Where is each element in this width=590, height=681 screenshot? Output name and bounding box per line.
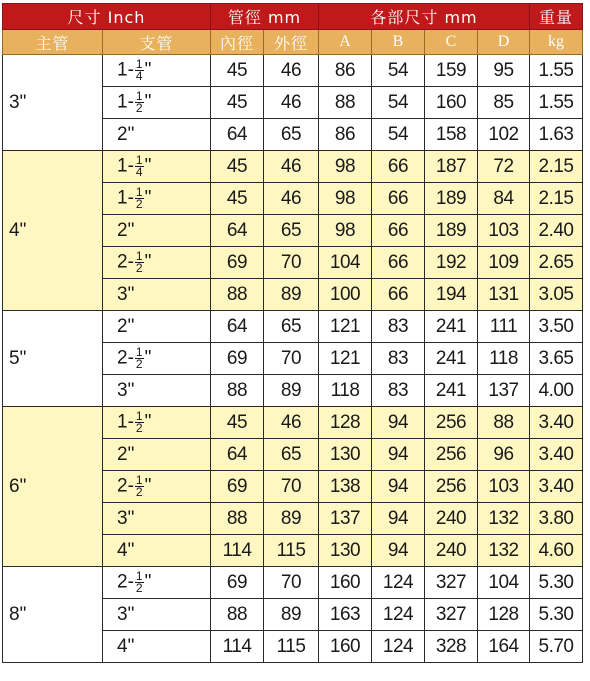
inner-diameter-cell: 64 <box>211 119 264 151</box>
inner-diameter-cell: 69 <box>211 247 264 279</box>
dim-b-cell: 83 <box>372 343 425 375</box>
weight-cell: 3.05 <box>530 279 583 311</box>
weight-header: 重量 <box>530 4 583 30</box>
main-pipe-cell: 5" <box>3 311 103 407</box>
weight-cell: 3.40 <box>530 407 583 439</box>
main-pipe-cell: 4" <box>3 151 103 311</box>
dim-c-cell: 241 <box>425 343 478 375</box>
dim-d-cell: 131 <box>478 279 530 311</box>
dim-d-cell: 95 <box>478 55 530 87</box>
dim-b-cell: 94 <box>372 471 425 503</box>
outer-diameter-cell: 65 <box>264 311 319 343</box>
inner-diameter-cell: 64 <box>211 215 264 247</box>
branch-suffix: " <box>144 347 152 369</box>
dim-b-cell: 66 <box>372 279 425 311</box>
dim-a-cell: 121 <box>319 311 372 343</box>
dim-d-cell: 102 <box>478 119 530 151</box>
dim-a-cell: 98 <box>319 183 372 215</box>
inner-diameter-cell: 45 <box>211 151 264 183</box>
branch-fraction <box>135 251 144 274</box>
fraction-denominator: 4 <box>135 69 143 83</box>
dim-c-cell: 240 <box>425 503 478 535</box>
dim-b-cell: 124 <box>372 567 425 599</box>
dim-d-cell: 118 <box>478 343 530 375</box>
branch-pipe-header: 支管 <box>103 30 211 55</box>
dim-b-cell: 83 <box>372 375 425 407</box>
inner-diameter-cell: 69 <box>211 343 264 375</box>
dim-d-cell: 132 <box>478 535 530 567</box>
header-row-sub <box>3 30 583 55</box>
outer-diameter-cell: 65 <box>264 215 319 247</box>
dim-b-cell: 124 <box>372 631 425 663</box>
branch-fraction <box>135 475 144 498</box>
fraction-numerator: 1 <box>135 409 143 423</box>
dim-c-cell: 160 <box>425 87 478 119</box>
dim-d-cell: 132 <box>478 503 530 535</box>
fraction-numerator: 1 <box>135 569 143 583</box>
dim-b-cell: 54 <box>372 119 425 151</box>
outer-diameter-cell: 65 <box>264 439 319 471</box>
branch-pipe-cell: 3" <box>103 279 211 311</box>
col-a-header: A <box>319 30 372 55</box>
inner-diameter-cell: 88 <box>211 375 264 407</box>
dim-b-cell: 83 <box>372 311 425 343</box>
dim-b-cell: 66 <box>372 215 425 247</box>
dim-b-cell: 94 <box>372 407 425 439</box>
outer-diameter-cell: 89 <box>264 279 319 311</box>
branch-pipe-cell <box>103 55 211 87</box>
dim-c-cell: 256 <box>425 471 478 503</box>
tee-dimension-table <box>2 3 583 663</box>
weight-cell: 1.63 <box>530 119 583 151</box>
dim-a-cell: 163 <box>319 599 372 631</box>
dim-a-cell: 86 <box>319 119 372 151</box>
inner-diameter-header: 內徑 <box>211 30 264 55</box>
dim-d-cell: 104 <box>478 567 530 599</box>
dim-a-cell: 118 <box>319 375 372 407</box>
branch-suffix: " <box>144 411 152 433</box>
inner-diameter-cell: 45 <box>211 183 264 215</box>
dim-a-cell: 160 <box>319 631 372 663</box>
branch-whole: 2- <box>117 571 134 593</box>
branch-suffix: " <box>144 475 152 497</box>
outer-diameter-cell: 46 <box>264 183 319 215</box>
weight-cell: 2.40 <box>530 215 583 247</box>
inner-diameter-cell: 64 <box>211 311 264 343</box>
dim-a-cell: 160 <box>319 567 372 599</box>
dim-b-cell: 124 <box>372 599 425 631</box>
dim-a-cell: 130 <box>319 439 372 471</box>
dim-d-cell: 84 <box>478 183 530 215</box>
outer-diameter-cell: 70 <box>264 247 319 279</box>
dimensions-header: 各部尺寸 mm <box>319 4 530 30</box>
branch-pipe-cell: 3" <box>103 503 211 535</box>
dim-d-cell: 88 <box>478 407 530 439</box>
weight-cell: 2.15 <box>530 151 583 183</box>
inner-diameter-cell: 64 <box>211 439 264 471</box>
branch-suffix: " <box>144 571 152 593</box>
dim-c-cell: 328 <box>425 631 478 663</box>
dim-a-cell: 100 <box>319 279 372 311</box>
weight-cell: 5.30 <box>530 567 583 599</box>
dim-d-cell: 85 <box>478 87 530 119</box>
pipe-diameter-header: 管徑 mm <box>211 4 319 30</box>
weight-cell: 5.30 <box>530 599 583 631</box>
dim-a-cell: 98 <box>319 215 372 247</box>
main-pipe-cell: 3" <box>3 55 103 151</box>
dim-c-cell: 241 <box>425 311 478 343</box>
size-inch-header: 尺寸 Inch <box>3 4 211 30</box>
outer-diameter-cell: 70 <box>264 471 319 503</box>
branch-pipe-cell <box>103 407 211 439</box>
branch-fraction <box>135 571 144 594</box>
branch-fraction <box>135 91 144 114</box>
dim-d-cell: 96 <box>478 439 530 471</box>
dim-b-cell: 54 <box>372 55 425 87</box>
dim-c-cell: 159 <box>425 55 478 87</box>
outer-diameter-cell: 70 <box>264 567 319 599</box>
inner-diameter-cell: 69 <box>211 471 264 503</box>
branch-whole: 1- <box>117 155 134 177</box>
inner-diameter-cell: 114 <box>211 631 264 663</box>
branch-suffix: " <box>144 59 152 81</box>
outer-diameter-cell: 46 <box>264 151 319 183</box>
weight-cell: 3.50 <box>530 311 583 343</box>
dim-b-cell: 94 <box>372 503 425 535</box>
table-row <box>3 567 583 599</box>
fraction-denominator: 2 <box>135 261 143 275</box>
branch-pipe-cell: 4" <box>103 631 211 663</box>
spec-table-container <box>2 3 583 663</box>
fraction-denominator: 2 <box>135 357 143 371</box>
dim-a-cell: 137 <box>319 503 372 535</box>
weight-cell: 1.55 <box>530 87 583 119</box>
dim-d-cell: 72 <box>478 151 530 183</box>
fraction-denominator: 2 <box>135 581 143 595</box>
outer-diameter-cell: 70 <box>264 343 319 375</box>
dim-c-cell: 158 <box>425 119 478 151</box>
branch-whole: 1- <box>117 59 134 81</box>
branch-whole: 2- <box>117 475 134 497</box>
table-row <box>3 311 583 343</box>
outer-diameter-cell: 65 <box>264 119 319 151</box>
dim-b-cell: 54 <box>372 87 425 119</box>
fraction-denominator: 2 <box>135 421 143 435</box>
branch-pipe-cell: 2" <box>103 215 211 247</box>
main-pipe-header: 主管 <box>3 30 103 55</box>
branch-pipe-cell <box>103 87 211 119</box>
dim-a-cell: 104 <box>319 247 372 279</box>
dim-d-cell: 128 <box>478 599 530 631</box>
weight-cell: 3.40 <box>530 439 583 471</box>
branch-pipe-cell <box>103 183 211 215</box>
outer-diameter-cell: 46 <box>264 407 319 439</box>
dim-b-cell: 66 <box>372 151 425 183</box>
weight-unit-header: kg <box>530 30 583 55</box>
branch-fraction <box>135 411 144 434</box>
branch-whole: 2- <box>117 251 134 273</box>
fraction-denominator: 4 <box>135 165 143 179</box>
inner-diameter-cell: 45 <box>211 87 264 119</box>
dim-b-cell: 66 <box>372 247 425 279</box>
branch-pipe-cell <box>103 151 211 183</box>
dim-c-cell: 256 <box>425 407 478 439</box>
branch-suffix: " <box>144 91 152 113</box>
fraction-denominator: 2 <box>135 485 143 499</box>
inner-diameter-cell: 114 <box>211 535 264 567</box>
inner-diameter-cell: 45 <box>211 55 264 87</box>
dim-c-cell: 240 <box>425 535 478 567</box>
branch-pipe-cell <box>103 471 211 503</box>
dim-a-cell: 128 <box>319 407 372 439</box>
outer-diameter-cell: 46 <box>264 87 319 119</box>
fraction-numerator: 1 <box>135 57 143 71</box>
dim-a-cell: 98 <box>319 151 372 183</box>
branch-pipe-cell: 2" <box>103 119 211 151</box>
weight-cell: 2.65 <box>530 247 583 279</box>
outer-diameter-cell: 115 <box>264 535 319 567</box>
table-row <box>3 151 583 183</box>
inner-diameter-cell: 69 <box>211 567 264 599</box>
dim-b-cell: 66 <box>372 183 425 215</box>
branch-suffix: " <box>144 187 152 209</box>
dim-c-cell: 241 <box>425 375 478 407</box>
dim-b-cell: 94 <box>372 439 425 471</box>
dim-c-cell: 192 <box>425 247 478 279</box>
branch-whole: 1- <box>117 187 134 209</box>
branch-whole: 2- <box>117 347 134 369</box>
dim-d-cell: 137 <box>478 375 530 407</box>
dim-c-cell: 189 <box>425 183 478 215</box>
inner-diameter-cell: 88 <box>211 599 264 631</box>
branch-whole: 1- <box>117 91 134 113</box>
branch-pipe-cell: 3" <box>103 375 211 407</box>
outer-diameter-cell: 89 <box>264 503 319 535</box>
outer-diameter-cell: 89 <box>264 599 319 631</box>
main-pipe-cell: 8" <box>3 567 103 663</box>
dim-a-cell: 88 <box>319 87 372 119</box>
branch-fraction <box>135 155 144 178</box>
weight-cell: 1.55 <box>530 55 583 87</box>
outer-diameter-header: 外徑 <box>264 30 319 55</box>
branch-suffix: " <box>144 251 152 273</box>
weight-cell: 3.40 <box>530 471 583 503</box>
fraction-numerator: 1 <box>135 249 143 263</box>
branch-pipe-cell: 4" <box>103 535 211 567</box>
dim-c-cell: 256 <box>425 439 478 471</box>
dim-c-cell: 189 <box>425 215 478 247</box>
branch-pipe-cell: 3" <box>103 599 211 631</box>
branch-pipe-cell <box>103 343 211 375</box>
inner-diameter-cell: 88 <box>211 279 264 311</box>
main-pipe-cell: 6" <box>3 407 103 567</box>
branch-suffix: " <box>144 155 152 177</box>
table-header <box>3 4 583 55</box>
table-row <box>3 407 583 439</box>
branch-whole: 1- <box>117 411 134 433</box>
dim-c-cell: 194 <box>425 279 478 311</box>
branch-pipe-cell <box>103 247 211 279</box>
dim-d-cell: 103 <box>478 215 530 247</box>
outer-diameter-cell: 89 <box>264 375 319 407</box>
dim-a-cell: 86 <box>319 55 372 87</box>
branch-pipe-cell: 2" <box>103 439 211 471</box>
table-row <box>3 55 583 87</box>
dim-c-cell: 327 <box>425 599 478 631</box>
fraction-numerator: 1 <box>135 185 143 199</box>
dim-c-cell: 187 <box>425 151 478 183</box>
fraction-numerator: 1 <box>135 89 143 103</box>
fraction-numerator: 1 <box>135 153 143 167</box>
header-row-main <box>3 4 583 30</box>
dim-c-cell: 327 <box>425 567 478 599</box>
fraction-numerator: 1 <box>135 345 143 359</box>
dim-a-cell: 138 <box>319 471 372 503</box>
weight-cell: 5.70 <box>530 631 583 663</box>
inner-diameter-cell: 45 <box>211 407 264 439</box>
dim-d-cell: 103 <box>478 471 530 503</box>
dim-d-cell: 164 <box>478 631 530 663</box>
branch-pipe-cell <box>103 567 211 599</box>
weight-cell: 4.60 <box>530 535 583 567</box>
branch-fraction <box>135 59 144 82</box>
dim-d-cell: 111 <box>478 311 530 343</box>
outer-diameter-cell: 115 <box>264 631 319 663</box>
weight-cell: 3.80 <box>530 503 583 535</box>
dim-a-cell: 121 <box>319 343 372 375</box>
col-c-header: C <box>425 30 478 55</box>
table-body <box>3 55 583 663</box>
dim-d-cell: 109 <box>478 247 530 279</box>
dim-a-cell: 130 <box>319 535 372 567</box>
col-d-header: D <box>478 30 530 55</box>
weight-cell: 2.15 <box>530 183 583 215</box>
fraction-numerator: 1 <box>135 473 143 487</box>
weight-cell: 3.65 <box>530 343 583 375</box>
dim-b-cell: 94 <box>372 535 425 567</box>
fraction-denominator: 2 <box>135 197 143 211</box>
branch-fraction <box>135 187 144 210</box>
outer-diameter-cell: 46 <box>264 55 319 87</box>
branch-pipe-cell: 2" <box>103 311 211 343</box>
inner-diameter-cell: 88 <box>211 503 264 535</box>
col-b-header: B <box>372 30 425 55</box>
weight-cell: 4.00 <box>530 375 583 407</box>
fraction-denominator: 2 <box>135 101 143 115</box>
branch-fraction <box>135 347 144 370</box>
